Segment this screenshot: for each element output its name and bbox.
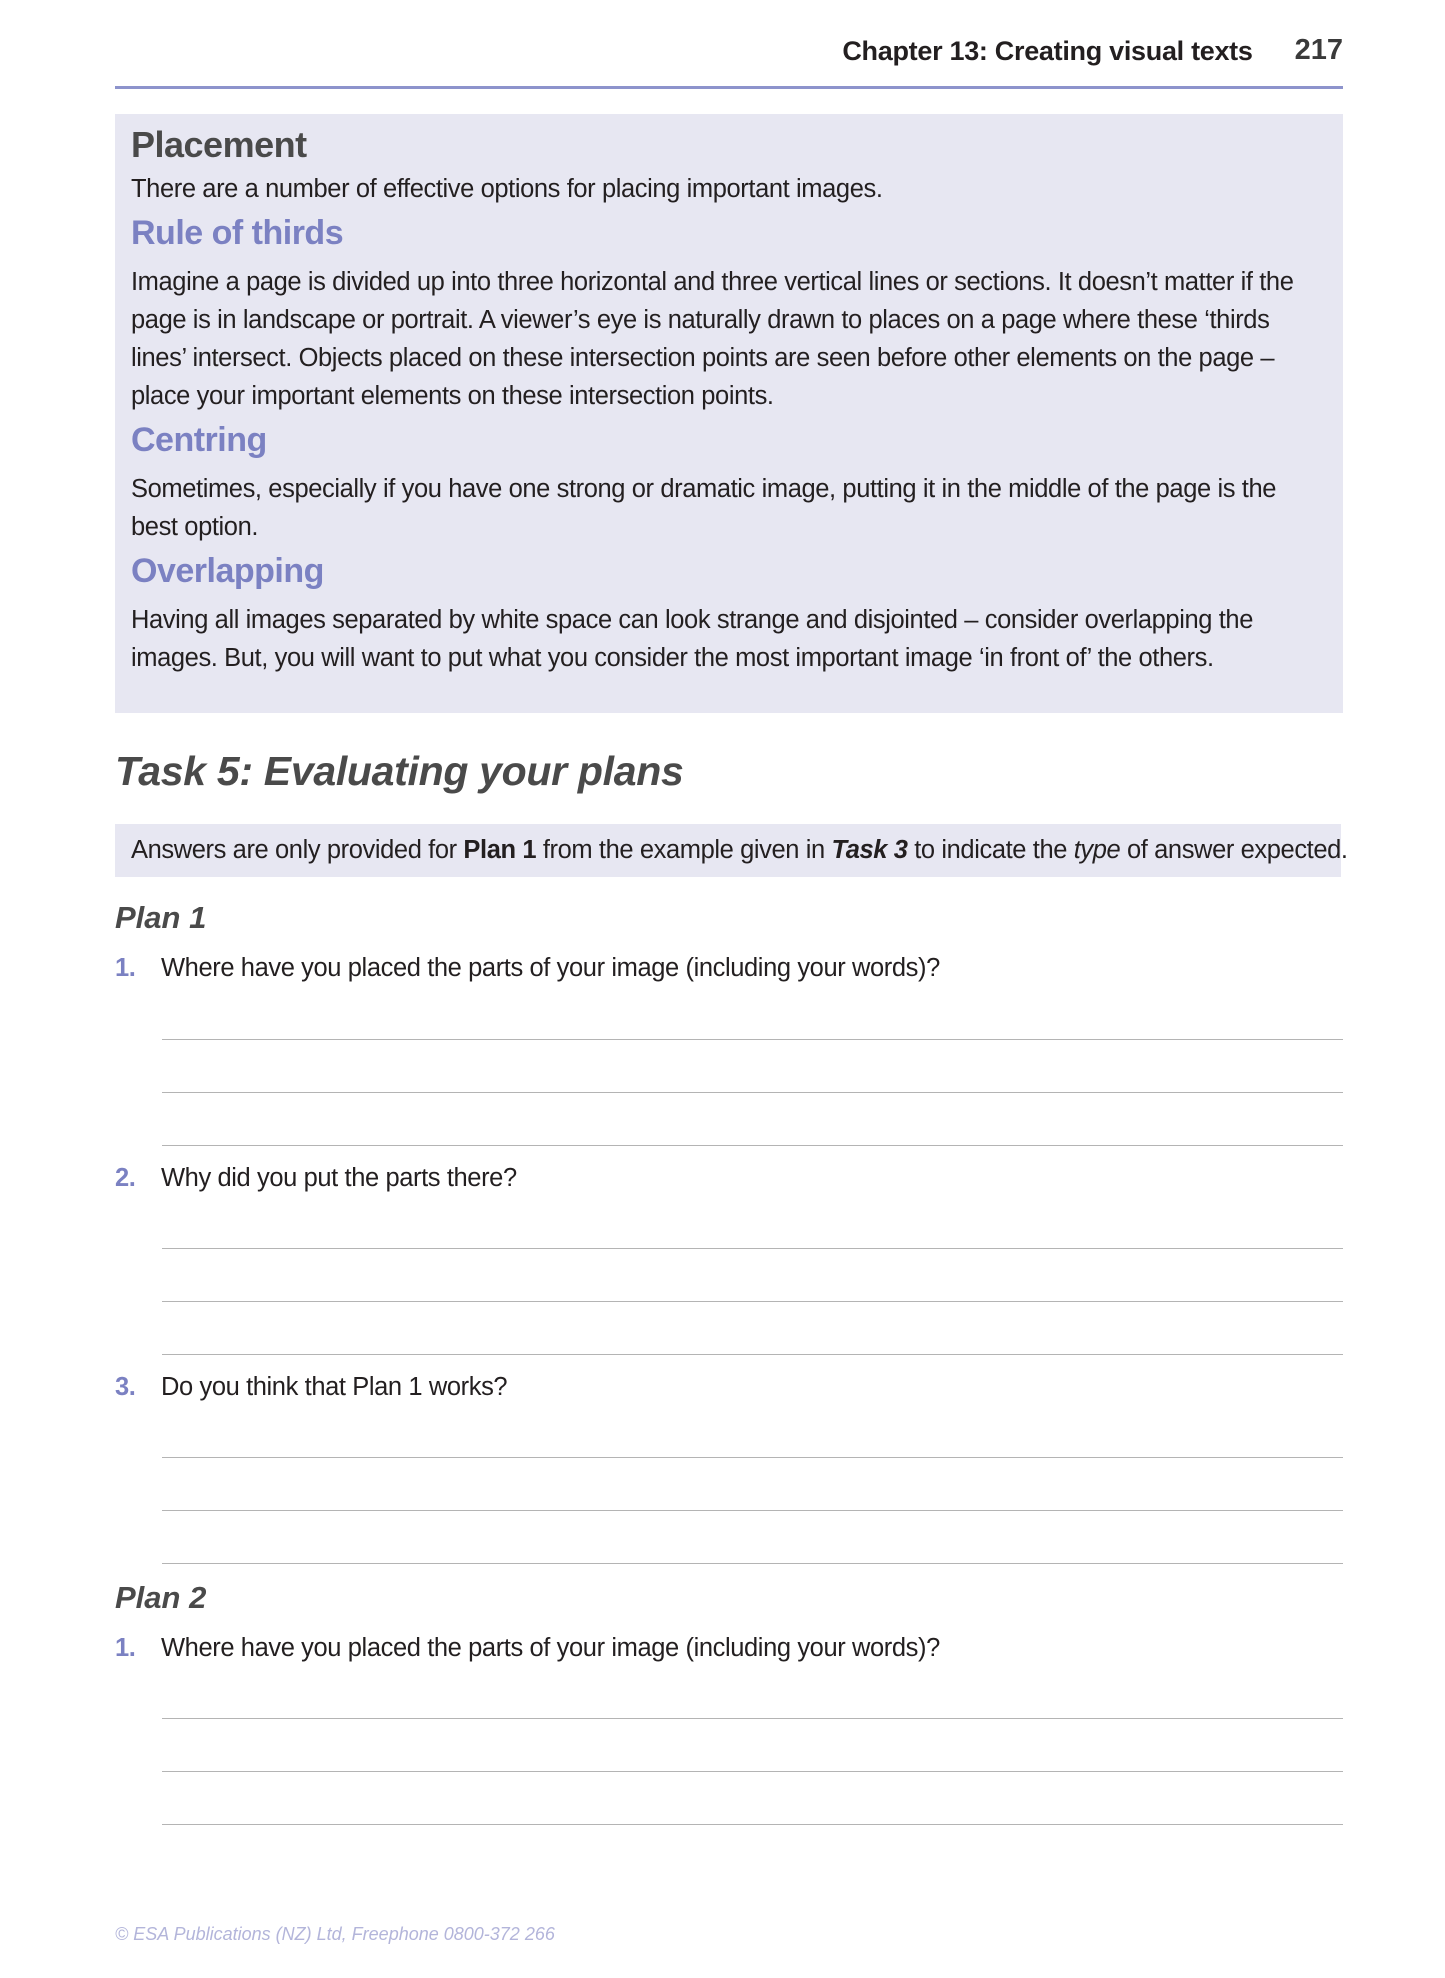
question-number: 2. bbox=[115, 1164, 136, 1192]
note-type: type bbox=[1073, 836, 1121, 864]
question-text: Why did you put the parts there? bbox=[161, 1164, 517, 1192]
running-header bbox=[115, 32, 1343, 89]
note-plan-1: Plan 1 bbox=[463, 836, 537, 864]
question-number: 1. bbox=[115, 954, 136, 982]
question-text: Where have you placed the parts of your image (including your words)? bbox=[161, 954, 940, 982]
placement-info-box bbox=[115, 114, 1343, 713]
copyright-footer: © ESA Publications (NZ) Ltd, Freephone 0800-372 266 bbox=[115, 1924, 555, 1944]
note-text-3: to indicate the bbox=[907, 836, 1074, 864]
centring-body: Sometimes, especially if you have one strong or dramatic image, putting it in the middle of the page is the best option. bbox=[131, 475, 1277, 541]
note-text-1: Answers are only provided for bbox=[131, 836, 464, 864]
rule-of-thirds-body: Imagine a page is divided up into three horizontal and three vertical lines or sections. It doesn’t matter if the page is in landscape or portrait. A viewer’s eye is naturally drawn to places on a page where these ‘thirds lines’ intersect. Objects placed on these intersection points are seen before other elements on the page – place your important elements on these intersection points. bbox=[131, 268, 1294, 410]
note-task-3: Task 3 bbox=[831, 836, 908, 864]
question-text: Where have you placed the parts of your image (including your words)? bbox=[161, 1634, 940, 1662]
answer-line[interactable] bbox=[162, 1354, 1343, 1355]
plan-1-question-3 bbox=[115, 1373, 507, 1402]
answer-line[interactable] bbox=[162, 1145, 1343, 1146]
placement-heading: Placement bbox=[131, 124, 307, 165]
plan-1-question-1 bbox=[115, 954, 940, 983]
plan-1-question-2 bbox=[115, 1164, 517, 1193]
task-title: Task 5: Evaluating your plans bbox=[115, 748, 684, 794]
answer-line[interactable] bbox=[162, 1771, 1343, 1772]
answer-line[interactable] bbox=[162, 1301, 1343, 1302]
answer-line[interactable] bbox=[162, 1457, 1343, 1458]
overlapping-body: Having all images separated by white space can look strange and disjointed – consider overlapping the images. But, you will want to put what you consider the most important image ‘in front of’ the others. bbox=[131, 606, 1253, 672]
answer-line[interactable] bbox=[162, 1510, 1343, 1511]
note-text-4: of answer expected. bbox=[1120, 836, 1348, 864]
plan-2-question-1 bbox=[115, 1634, 940, 1663]
rule-of-thirds-heading: Rule of thirds bbox=[131, 214, 344, 252]
centring-heading: Centring bbox=[131, 421, 267, 459]
plan-1-heading: Plan 1 bbox=[115, 900, 207, 935]
answer-line[interactable] bbox=[162, 1092, 1343, 1093]
note-text-2: from the example given in bbox=[536, 836, 832, 864]
chapter-title: Chapter 13: Creating visual texts bbox=[842, 36, 1253, 66]
plan-2-heading: Plan 2 bbox=[115, 1580, 207, 1615]
question-number: 3. bbox=[115, 1373, 136, 1401]
page-number: 217 bbox=[1294, 34, 1343, 66]
question-number: 1. bbox=[115, 1634, 136, 1662]
answer-line[interactable] bbox=[162, 1039, 1343, 1040]
answer-line[interactable] bbox=[162, 1248, 1343, 1249]
answer-line[interactable] bbox=[162, 1824, 1343, 1825]
answer-line[interactable] bbox=[162, 1563, 1343, 1564]
question-text: Do you think that Plan 1 works? bbox=[161, 1373, 508, 1401]
answer-line[interactable] bbox=[162, 1718, 1343, 1719]
answers-note bbox=[115, 824, 1348, 877]
overlapping-heading: Overlapping bbox=[131, 552, 324, 590]
placement-intro: There are a number of effective options for placing important images. bbox=[131, 175, 883, 203]
